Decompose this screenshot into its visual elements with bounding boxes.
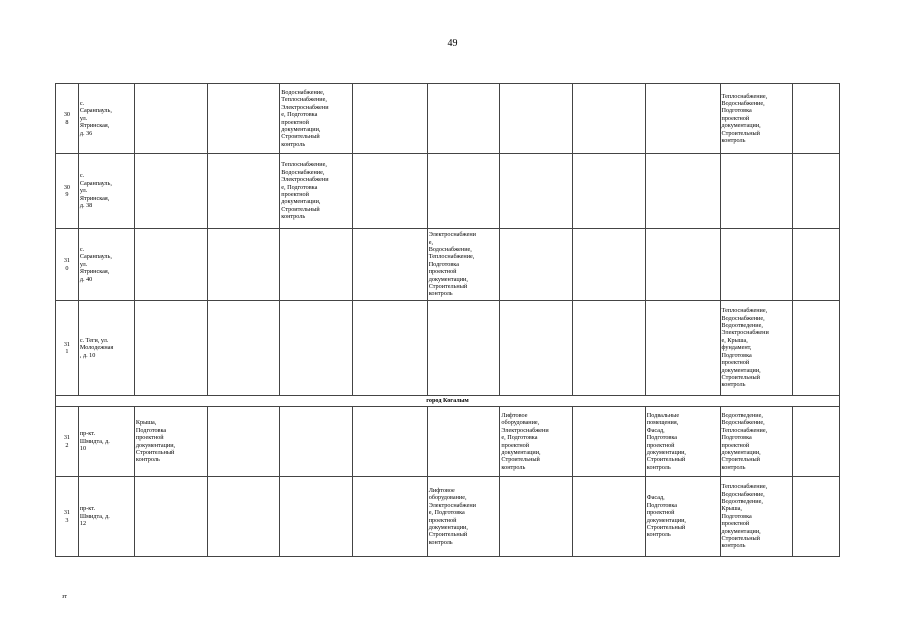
row-number: 31 3 bbox=[56, 477, 79, 557]
work-cell bbox=[573, 301, 646, 396]
work-cell bbox=[645, 301, 720, 396]
work-cell bbox=[134, 154, 207, 229]
work-cell bbox=[427, 407, 500, 477]
work-cell: Лифтовое оборудование, Электроснабжени е, Подготовка проектной документации, Строительный контроль bbox=[500, 407, 573, 477]
work-cell bbox=[793, 154, 840, 229]
table-row bbox=[56, 84, 840, 154]
work-cell: Водоснабжение, Теплоснабжение, Электроснабжени е, Подготовка проектной документации, Строительный контроль bbox=[280, 84, 353, 154]
work-cell bbox=[280, 407, 353, 477]
row-number: 31 1 bbox=[56, 301, 79, 396]
work-cell bbox=[352, 154, 427, 229]
table-row bbox=[56, 301, 840, 396]
work-cell bbox=[352, 229, 427, 301]
work-cell bbox=[207, 301, 280, 396]
work-cell bbox=[134, 301, 207, 396]
work-cell bbox=[793, 301, 840, 396]
address-cell: пр-кт. Шмидта, д. 10 bbox=[78, 407, 134, 477]
work-cell bbox=[352, 477, 427, 557]
work-cell bbox=[352, 84, 427, 154]
work-cell bbox=[280, 229, 353, 301]
work-cell bbox=[573, 229, 646, 301]
work-cell bbox=[134, 84, 207, 154]
address-cell: пр-кт. Шмидта, д. 12 bbox=[78, 477, 134, 557]
footer-mark: зт bbox=[62, 594, 67, 600]
work-cell: Фасад, Подготовка проектной документации, Строительный контроль bbox=[645, 477, 720, 557]
work-cell: Теплоснабжение, Водоснабжение, Водоотведение, Крыша, Подготовка проектной документации, Строительный контроль bbox=[720, 477, 793, 557]
work-cell bbox=[573, 477, 646, 557]
work-cell bbox=[720, 229, 793, 301]
work-cell: Крыша, Подготовка проектной документации, Строительный контроль bbox=[134, 407, 207, 477]
work-cell bbox=[207, 154, 280, 229]
work-cell bbox=[793, 477, 840, 557]
work-cell bbox=[427, 154, 500, 229]
table-row bbox=[56, 229, 840, 301]
work-cell: Электроснабжени е, Водоснабжение, Теплоснабжение, Подготовка проектной документации, Строительный контроль bbox=[427, 229, 500, 301]
work-cell bbox=[500, 477, 573, 557]
section-title: город Когалым bbox=[56, 396, 840, 407]
work-cell bbox=[207, 477, 280, 557]
address-cell: с. Теги, ул. Молодежная , д. 10 bbox=[78, 301, 134, 396]
work-cell bbox=[500, 84, 573, 154]
work-cell bbox=[352, 301, 427, 396]
table-row bbox=[56, 407, 840, 477]
work-cell bbox=[207, 84, 280, 154]
work-cell bbox=[793, 84, 840, 154]
work-cell bbox=[352, 407, 427, 477]
work-cell bbox=[645, 229, 720, 301]
address-cell: с. Саранпауль, ул. Ятринская, д. 38 bbox=[78, 154, 134, 229]
work-cell: Подвальные помещения, Фасад, Подготовка проектной документации, Строительный контроль bbox=[645, 407, 720, 477]
work-cell bbox=[500, 154, 573, 229]
work-cell bbox=[207, 407, 280, 477]
work-cell: Водоотведение, Водоснабжение, Теплоснабжение, Подготовка проектной документации, Строительный контроль bbox=[720, 407, 793, 477]
work-cell: Теплоснабжение, Водоснабжение, Водоотведение, Электроснабжени е, Крыша, фундамент, Подготовка проектной документации, Строительный контроль bbox=[720, 301, 793, 396]
row-number: 31 0 bbox=[56, 229, 79, 301]
work-cell: Лифтовое оборудование, Электроснабжени е, Подготовка проектной документации, Строительный контроль bbox=[427, 477, 500, 557]
address-cell: с. Саранпауль, ул. Ятринская, д. 36 bbox=[78, 84, 134, 154]
page-number: 49 bbox=[447, 38, 458, 49]
work-cell bbox=[207, 229, 280, 301]
work-cell bbox=[500, 229, 573, 301]
work-cell bbox=[427, 301, 500, 396]
work-cell bbox=[793, 407, 840, 477]
work-cell: Теплоснабжение, Водоснабжение, Электроснабжени е, Подготовка проектной документации, Строительный контроль bbox=[280, 154, 353, 229]
work-cell bbox=[280, 477, 353, 557]
row-number: 30 8 bbox=[56, 84, 79, 154]
row-number: 30 9 bbox=[56, 154, 79, 229]
section-row bbox=[56, 396, 840, 407]
row-number: 31 2 bbox=[56, 407, 79, 477]
work-cell bbox=[280, 301, 353, 396]
work-cell bbox=[573, 154, 646, 229]
work-cell bbox=[134, 229, 207, 301]
work-cell bbox=[720, 154, 793, 229]
work-cell bbox=[793, 229, 840, 301]
work-cell bbox=[645, 84, 720, 154]
work-cell bbox=[500, 301, 573, 396]
work-cell: Теплоснабжение, Водоснабжение, Подготовка проектной документации, Строительный контроль bbox=[720, 84, 793, 154]
work-cell bbox=[427, 84, 500, 154]
table-row bbox=[56, 154, 840, 229]
work-cell bbox=[573, 407, 646, 477]
work-cell bbox=[573, 84, 646, 154]
works-table bbox=[55, 83, 840, 557]
work-cell bbox=[134, 477, 207, 557]
address-cell: с. Саранпауль, ул. Ятринская, д. 40 bbox=[78, 229, 134, 301]
work-cell bbox=[645, 154, 720, 229]
table-row bbox=[56, 477, 840, 557]
